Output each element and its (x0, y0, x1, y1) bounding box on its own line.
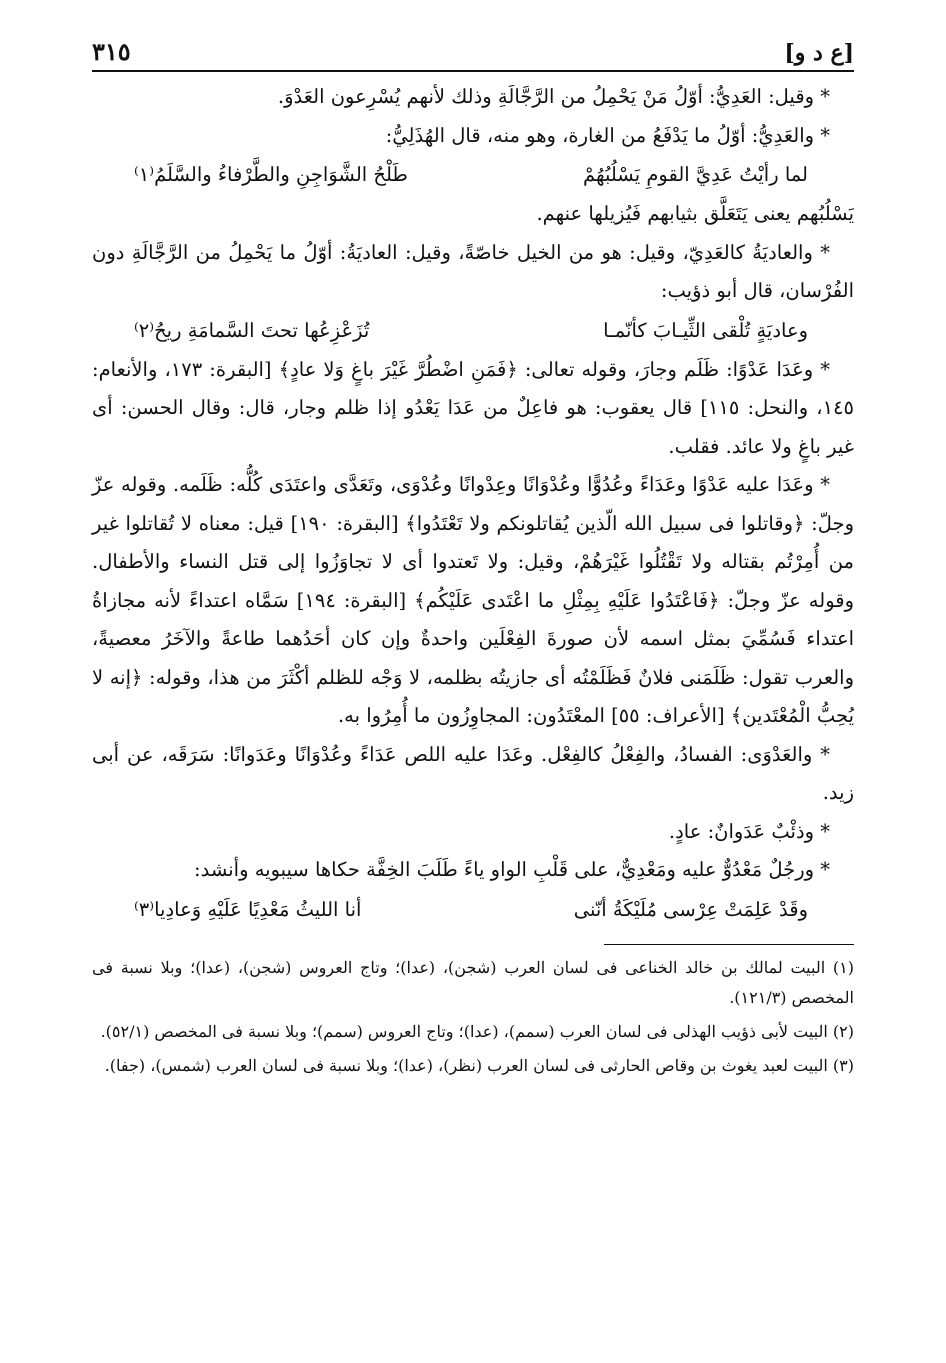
paragraph: * وقيل: العَدِيُّ: أوّلُ مَنْ يَحْمِلُ من الرَّجَّالَةِ وذلك لأنهم يُسْرِعون العَدْوَ. (277, 85, 830, 108)
verse-first-hemistich: وعاديَةٍ تُلْقى الثِّيـابَ كأنّمـا (603, 318, 808, 342)
paragraph: * والعَدِيُّ: أوّلُ ما يَدْفَعُ من الغارة، وهو منه، قال الهُذَلِيُّ: (385, 123, 830, 147)
footnotes (92, 953, 854, 1081)
verse-line (92, 890, 854, 930)
paragraph: يَسْلُبُهم يعنى يَتَعَلَّق بثيابهم فَيُزيلها عنهم. (536, 202, 854, 225)
paragraph: * ورجُلٌ مَعْدُوٌّ عليه ومَعْدِيٌّ، على قَلْبِ الواو ياءً طَلَبَ الخِفَّة حكاها سيبويه وأنشد: (194, 858, 830, 881)
paragraph: * وذئْبٌ عَدَوانٌ: عادٍ. (668, 819, 830, 843)
footnote: (٢) البيت لأبى ذؤيب الهذلى فى لسان العرب (سمم)، (عدا)؛ وتاج العروس (سمم)؛ وبلا نسبة فى المخصص (٥٢/١). (100, 1021, 854, 1041)
page (92, 30, 854, 1085)
verse-line (92, 311, 854, 351)
footnote: (٣) البيت لعبد يغوث بن وقاص الحارثى فى لسان العرب (نظر)، (عدا)؛ وبلا نسبة فى لسان العرب (شمس)، (جفا). (104, 1055, 854, 1075)
page-number: ٣١٥ (92, 37, 131, 66)
chapter-root-label: [ع د و] (784, 40, 854, 66)
paragraph: * وعَدَا عَدْوًا: ظَلَم وجارَ، وقوله تعالى: ﴿فَمَنِ اضْطُرَّ غَيْرَ باغٍ وَلا عادٍ﴾ [البقرة: ١٧٣، والأنعام: ١٤٥، والنحل: ١١٥] قال يعقوب: هو فاعِلٌ من عَدَا يَعْدُو إذا ظلم وجار، قال: وقال الحسن: أى غير باغٍ ولا عائد. فقلب. (92, 357, 854, 458)
page-header (92, 30, 854, 66)
verse-first-hemistich: لما رأيْتُ عَدِيَّ القومِ يَسْلُبُهُمْ (583, 163, 808, 186)
footnote: (١) البيت لمالك بن خالد الخناعى فى لسان العرب (شجن)، (عدا)؛ وتاج العروس (شجن)، (عدا)؛ وبلا نسبة فى المخصص (١٢١/٣). (92, 957, 854, 1007)
header-rule (92, 70, 854, 72)
main-text (92, 78, 854, 930)
paragraph: * وعَدَا عليه عَدْوًا وعَدَاءً وعُدُوًّا وعُدْوَانًا وعِدْوانًا وعُدْوَى، وتَعَدَّى واعتَدَى كُلُّه: ظَلَمه. وقوله عزّ وجلّ: ﴿وقاتلوا فى سبيل الله الّذين يُقاتلونكم ولا تَعْتَدُوا﴾ [البقرة: ١٩٠] قيل: معناه لا تُقاتلوا غير من أُمِرْتُم بقتاله ولا تَقْتُلُوا غَيْرَهُمْ، وقيل: ولا تَعتدوا أى لا تجاوَزُوا إلى قتل النساء والأطفال. وقوله عزّ وجلّ: ﴿فَاعْتَدُوا عَلَيْهِ بِمِثْلِ ما اعْتَدى عَلَيْكُم﴾ [البقرة: ١٩٤] سَمَّاه اعتداءً لأنه مجازاةُ اعتداء فَسُمِّيَ بمثل اسمه لأن صورةَ الفِعْلَين واحدةٌ وإن كان أحَدُهما طاعةً والآخَرُ معصيةً، والعرب تقول: ظَلَمَنى فلانٌ فَظَلَمْتُه أى جازيتُه بظلمه، لا وَجْه للظلم أكْثَرَ من هذا، وقوله: ﴿إنه لا يُحِبُّ الْمُعْتَدين﴾ [الأعراف: ٥٥] المعْتَدُون: المجاوِزُون ما أُمِرُوا به. (92, 473, 854, 727)
verse-second-hemistich: طَلْحُ الشَّوَاجِنِ والطَّرْفاءُ والسَّلَمُ⁽١⁾ (134, 163, 408, 186)
verse-line (92, 155, 854, 195)
verse-second-hemistich: أنا الليثُ مَعْدِيًا عَلَيْهِ وَعادِيا⁽٣⁾ (134, 897, 362, 921)
footnote-rule (604, 944, 854, 945)
verse-first-hemistich: وقَدْ عَلِمَتْ عِرْسى مُلَيْكَةُ أنّنى (573, 897, 808, 921)
paragraph: * والعَدْوَى: الفسادُ، والفِعْلُ كالفِعْل. وعَدَا عليه اللص عَدَاءً وعُدْوَانًا وعَدَوانًا: سَرَقَه، عن أبى زيد. (92, 742, 854, 804)
verse-second-hemistich: تُزَعْزِعُها تحتَ السَّمامَةِ ريحُ⁽٢⁾ (134, 318, 370, 342)
paragraph: * والعاديَةُ كالعَدِيّ، وقيل: هو من الخيل خاصّةً، وقيل: العاديَةُ: أوّلُ ما يَحْمِلُ من الرَّجَّالَةِ دون الفُرْسان، قال أبو ذؤيب: (92, 240, 854, 302)
